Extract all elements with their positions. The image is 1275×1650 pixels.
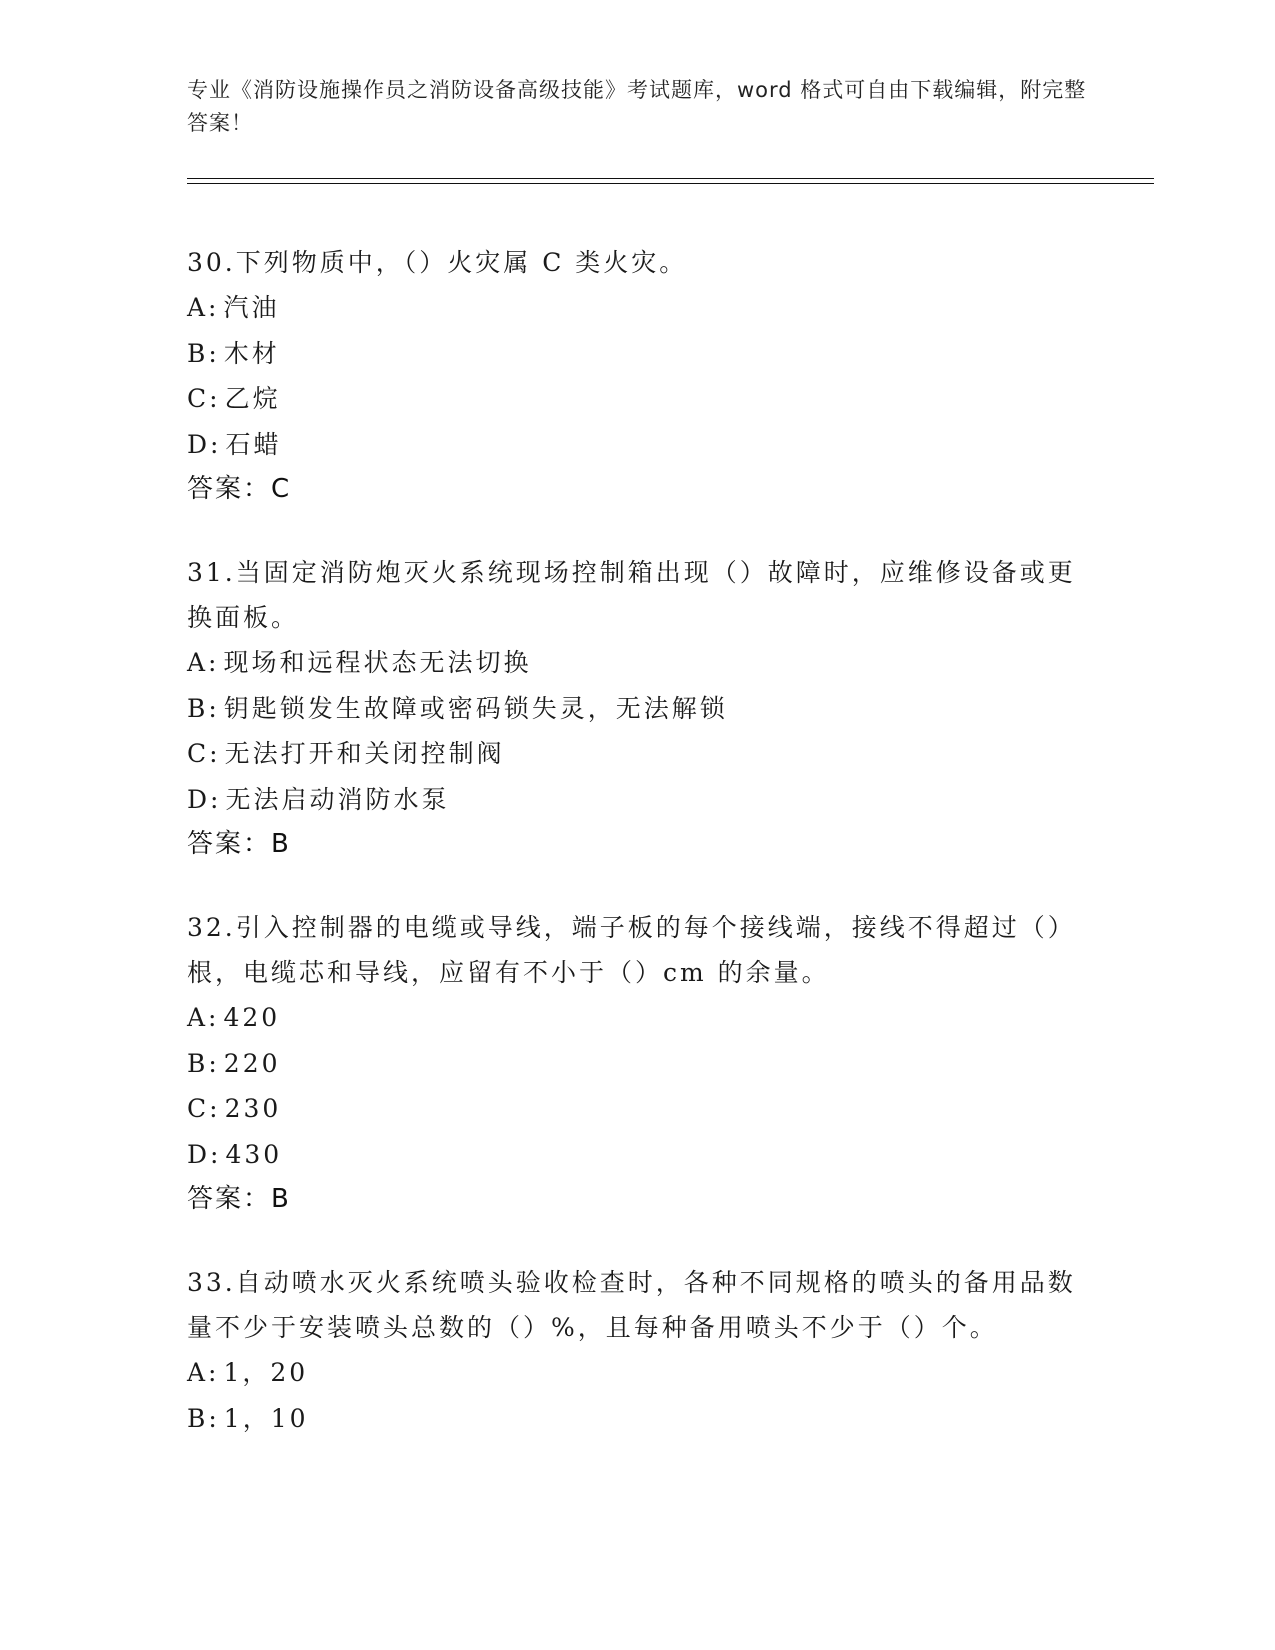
- question-32: [187, 905, 1087, 1222]
- option-letter: A:: [187, 293, 220, 322]
- option-text: 汽油: [223, 293, 280, 322]
- question-stem: 31.当固定消防炮灭火系统现场控制箱出现（）故障时，应维修设备或更换面板。: [187, 558, 1076, 632]
- option-a: [187, 640, 1087, 686]
- answer: 答案：B: [187, 1184, 291, 1214]
- option-text: 无法打开和关闭控制阀: [224, 739, 505, 768]
- question-30: [187, 240, 1087, 512]
- header-rule-bottom: [187, 183, 1154, 184]
- question-stem: 33.自动喷水灭火系统喷头验收检查时，各种不同规格的喷头的备用品数量不少于安装喷头总数的（）%，且每种备用喷头不少于（）个。: [187, 1268, 1076, 1342]
- option-text: 现场和远程状态无法切换: [223, 648, 532, 677]
- option-letter: D:: [187, 429, 222, 459]
- option-text: 220: [223, 1048, 281, 1078]
- question-31: [187, 550, 1087, 867]
- option-text: 木材: [223, 338, 280, 368]
- option-letter: B:: [187, 338, 220, 368]
- option-a: [187, 1350, 1087, 1396]
- option-b: [187, 1396, 1087, 1442]
- option-d: [187, 777, 1087, 823]
- option-text: 230: [224, 1094, 282, 1123]
- option-letter: C:: [187, 739, 221, 768]
- option-c: [187, 1086, 1087, 1132]
- option-b: [187, 331, 1087, 377]
- option-a: [187, 995, 1087, 1041]
- option-text: 乙烷: [224, 384, 281, 413]
- option-text: 石蜡: [225, 429, 282, 459]
- option-c: [187, 376, 1087, 422]
- option-text: 无法启动消防水泵: [225, 784, 450, 814]
- option-a: [187, 285, 1087, 331]
- question-33: [187, 1260, 1087, 1441]
- option-letter: B:: [187, 693, 220, 723]
- header-rule-top: [187, 178, 1154, 179]
- option-text: 420: [223, 1003, 281, 1032]
- question-stem: 30.下列物质中，（）火灾属 C 类火灾。: [187, 248, 688, 277]
- option-letter: A:: [187, 1003, 220, 1032]
- question-list: [187, 240, 1087, 1479]
- option-d: [187, 1132, 1087, 1178]
- option-b: [187, 1041, 1087, 1087]
- option-c: [187, 731, 1087, 777]
- option-d: [187, 422, 1087, 468]
- answer: 答案：C: [187, 474, 292, 504]
- option-text: 1，20: [223, 1358, 309, 1387]
- option-letter: B:: [187, 1048, 220, 1078]
- option-letter: C:: [187, 1094, 221, 1123]
- option-letter: A:: [187, 1358, 220, 1387]
- option-letter: B:: [187, 1403, 220, 1433]
- answer: 答案：B: [187, 829, 291, 859]
- option-text: 钥匙锁发生故障或密码锁失灵，无法解锁: [223, 693, 728, 723]
- question-stem: 32.引入控制器的电缆或导线，端子板的每个接线端，接线不得超过（）根，电缆芯和导线，应留有不小于（）cm 的余量。: [187, 913, 1076, 987]
- option-letter: D:: [187, 784, 222, 814]
- option-letter: D:: [187, 1139, 222, 1169]
- option-letter: A:: [187, 648, 220, 677]
- option-text: 1，10: [223, 1403, 309, 1433]
- document-header: 专业《消防设施操作员之消防设备高级技能》考试题库，word 格式可自由下载编辑，附完整答案！: [187, 78, 1087, 135]
- option-text: 430: [225, 1139, 283, 1169]
- option-letter: C:: [187, 384, 221, 413]
- option-b: [187, 686, 1087, 732]
